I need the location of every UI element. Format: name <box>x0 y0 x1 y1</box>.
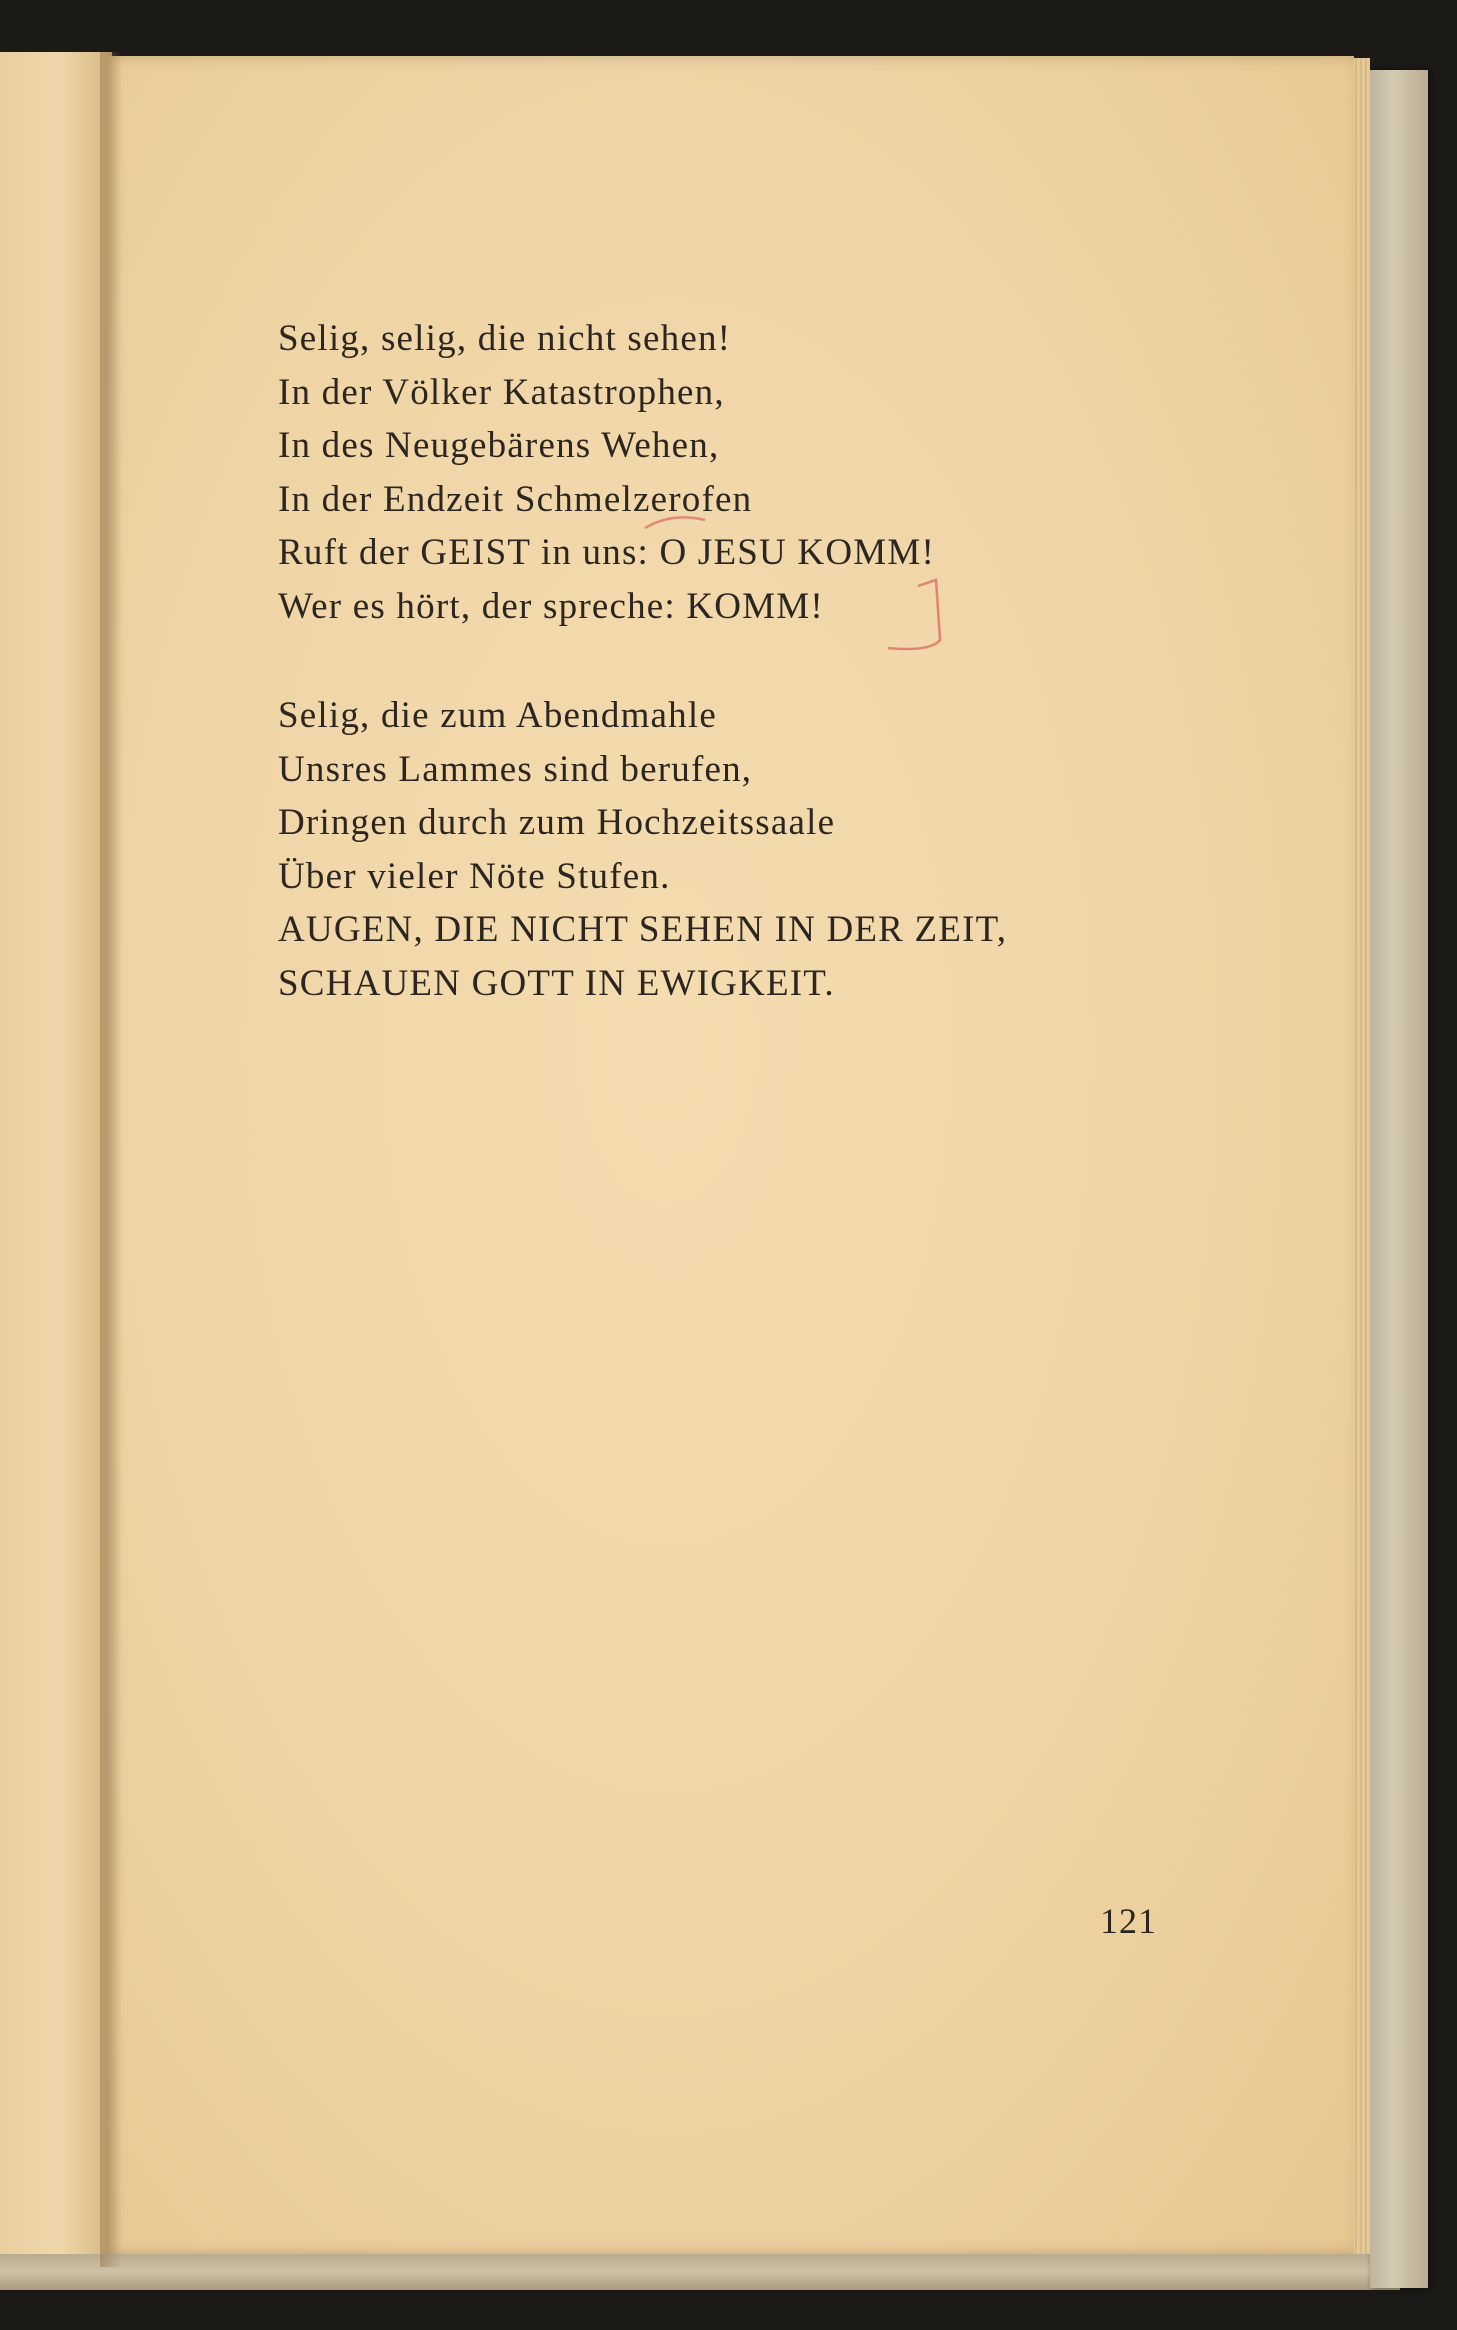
book-gutter <box>100 52 122 2267</box>
poem-line: In der Völker Katastrophen, <box>278 371 725 413</box>
poem-line: AUGEN, DIE NICHT SEHEN IN DER ZEIT, <box>278 909 1008 950</box>
poem-line: Über vieler Nöte Stufen. <box>278 855 671 897</box>
poem-line: Selig, selig, die nicht sehen! <box>278 318 732 359</box>
poem-line: Selig, die zum Abendmahle <box>278 695 717 736</box>
left-page <box>0 52 112 2267</box>
poem-line: Ruft der GEIST in uns: O JESU KOMM! <box>278 532 935 573</box>
poem-line: SCHAUEN GOTT IN EWIGKEIT. <box>278 962 835 1004</box>
right-cover-edge <box>1370 70 1428 2288</box>
poem-line: In der Endzeit Schmelzerofen <box>278 478 753 520</box>
poem <box>278 312 1007 1010</box>
poem-line: In des Neugebärens Wehen, <box>278 425 720 466</box>
stanza-2 <box>278 689 1007 1010</box>
bottom-cover-edge <box>0 2254 1400 2290</box>
page-number: 121 <box>1100 1901 1157 1941</box>
poem-line: Wer es hört, der spreche: KOMM! <box>278 585 824 627</box>
stanza-1 <box>278 312 1007 633</box>
poem-line: Dringen durch zum Hochzeitssaale <box>278 802 836 843</box>
poem-line: Unsres Lammes sind berufen, <box>278 748 753 790</box>
